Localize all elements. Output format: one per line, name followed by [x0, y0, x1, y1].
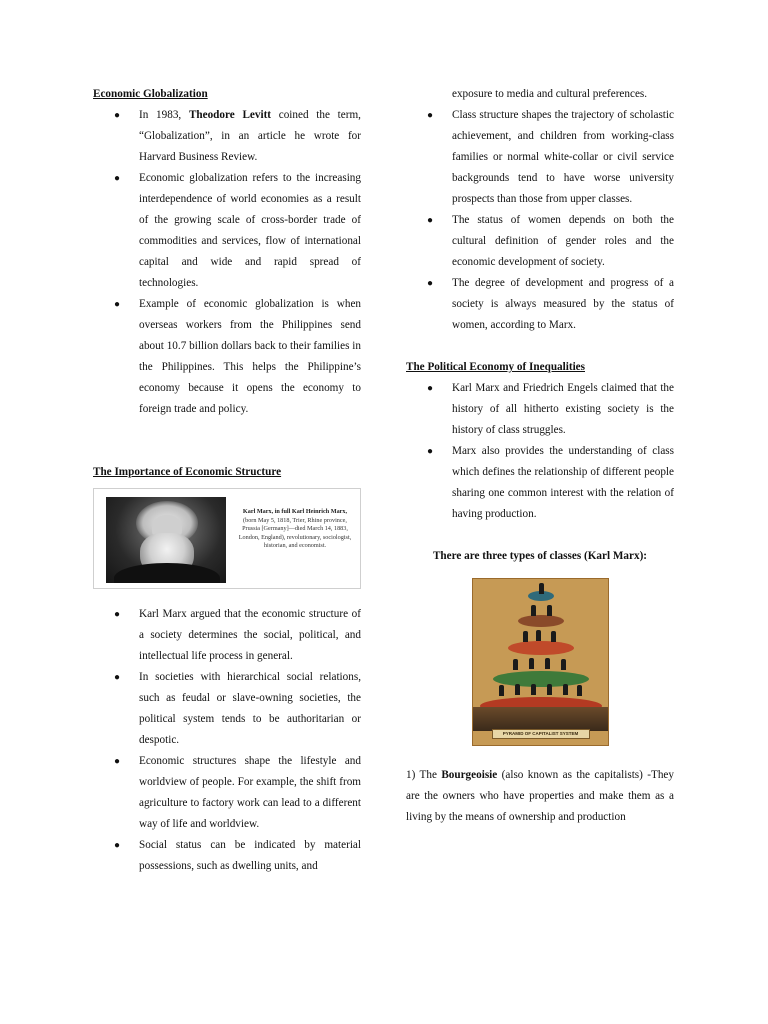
bullet-text: Economic structures shape the lifestyle and worldview of people. For example, the shift from agriculture to factory work can lead to a different way of life and worldview.	[139, 755, 361, 830]
bullet-icon: ●	[114, 840, 121, 851]
bullet-icon: ●	[427, 446, 434, 457]
globalization-bullet-list	[93, 105, 361, 420]
bullet-text: Economic globalization refers to the increasing interdependence of world economies as a result of the growing scale of cross-border trade of commodities and services, flow of international capital and wide and rapid spread of technologies.	[139, 172, 361, 289]
left-column	[93, 84, 361, 877]
bullet-text: Marx also provides the understanding of class which defines the relationship of different people sharing one common interest with the relation of having production.	[452, 445, 674, 520]
bourgeoisie-term: Bourgeoisie	[441, 769, 498, 781]
list-item	[406, 378, 674, 441]
theodore-levitt-name: Theodore Levitt	[188, 109, 272, 121]
karl-marx-figure	[93, 488, 361, 589]
list-item	[406, 105, 674, 210]
bullet-text: Class structure shapes the trajectory of scholastic achievement, and children from working-class families or normal white-collar or civil service backgrounds tend to have worse university prospects than those from upper classes.	[452, 109, 674, 205]
list-item	[93, 835, 361, 877]
economic-structure-bullet-list	[93, 604, 361, 877]
bullet-icon: ●	[114, 173, 121, 184]
section-heading-economic-globalization: Economic Globalization	[93, 88, 208, 100]
bullet-text-post: coined the term, “Globalization”, in an article he wrote for Harvard Business Review.	[139, 109, 361, 163]
class-1-bourgeoisie-paragraph	[406, 765, 674, 828]
bullet-icon: ●	[114, 756, 121, 767]
bullet-icon: ●	[427, 215, 434, 226]
bullet-text: Social status can be indicated by material possessions, such as dwelling units, and	[139, 839, 361, 872]
figure-caption	[236, 508, 354, 551]
list-item	[93, 751, 361, 835]
bullet-icon: ●	[114, 299, 121, 310]
section-heading-economic-structure: The Importance of Economic Structure	[93, 466, 282, 478]
bullet-icon: ●	[114, 609, 121, 620]
poster-banner: PYRAMID OF CAPITALIST SYSTEM	[492, 729, 590, 739]
list-item	[406, 210, 674, 273]
list-item	[406, 441, 674, 525]
right-column	[406, 84, 674, 828]
bullet-text: The degree of development and progress of a society is always measured by the status of women, according to Marx.	[452, 277, 674, 331]
three-classes-heading: There are three types of classes (Karl Marx):	[432, 550, 648, 562]
bullet-icon: ●	[427, 383, 434, 394]
section-heading-political-economy: The Political Economy of Inequalities	[406, 361, 585, 373]
bullet-icon: ●	[114, 672, 121, 683]
bullet-text: Example of economic globalization is when overseas workers from the Philippines send about 10.7 billion dollars back to their families in the Philippines. This helps the Philippine’s economy because it opens the economy to foreign trade and policy.	[139, 298, 361, 415]
pyramid-of-capitalist-system-image	[472, 578, 609, 746]
bullet-text: Karl Marx and Friedrich Engels claimed that the history of all hitherto existing society is the history of class struggles.	[452, 382, 674, 436]
list-item	[93, 168, 361, 294]
caption-text: (born May 5, 1818, Trier, Rhine province, Prussia [Germany]—died March 14, 1883, London, England), revolutionary, sociologist, historian, and economist.	[238, 516, 352, 550]
political-economy-bullet-list	[406, 378, 674, 525]
bullet-text: Karl Marx argued that the economic structure of a society determines the social, political, and intellectual life process in general.	[139, 608, 361, 662]
list-item	[93, 105, 361, 168]
list-item	[406, 273, 674, 336]
bullet-text: In societies with hierarchical social relations, such as feudal or slave-owning societies, the political system tends to be authoritarian or despotic.	[139, 671, 361, 746]
list-item	[93, 604, 361, 667]
bullet-icon: ●	[114, 110, 121, 121]
list-item	[93, 294, 361, 420]
caption-name: Karl Marx, in full Karl Heinrich Marx,	[242, 508, 348, 515]
class-1-prefix: 1) The	[406, 769, 442, 781]
continued-bullet-text: exposure to media and cultural preferences.	[452, 88, 648, 100]
pyramid-poster-figure	[406, 578, 674, 750]
list-item	[93, 667, 361, 751]
bullet-icon: ●	[427, 110, 434, 121]
class-1-description: (also known as the capitalists) -They are the owners who have properties and make them as a living by the means of ownership and production	[406, 769, 674, 823]
bullet-icon: ●	[427, 278, 434, 289]
spacer	[93, 420, 361, 462]
bullet-text-pre: In 1983,	[139, 109, 189, 121]
bullet-text: The status of women depends on both the cultural definition of gender roles and the economic development of society.	[452, 214, 674, 268]
karl-marx-portrait-image	[106, 497, 226, 583]
class-structure-bullet-list	[406, 105, 674, 336]
